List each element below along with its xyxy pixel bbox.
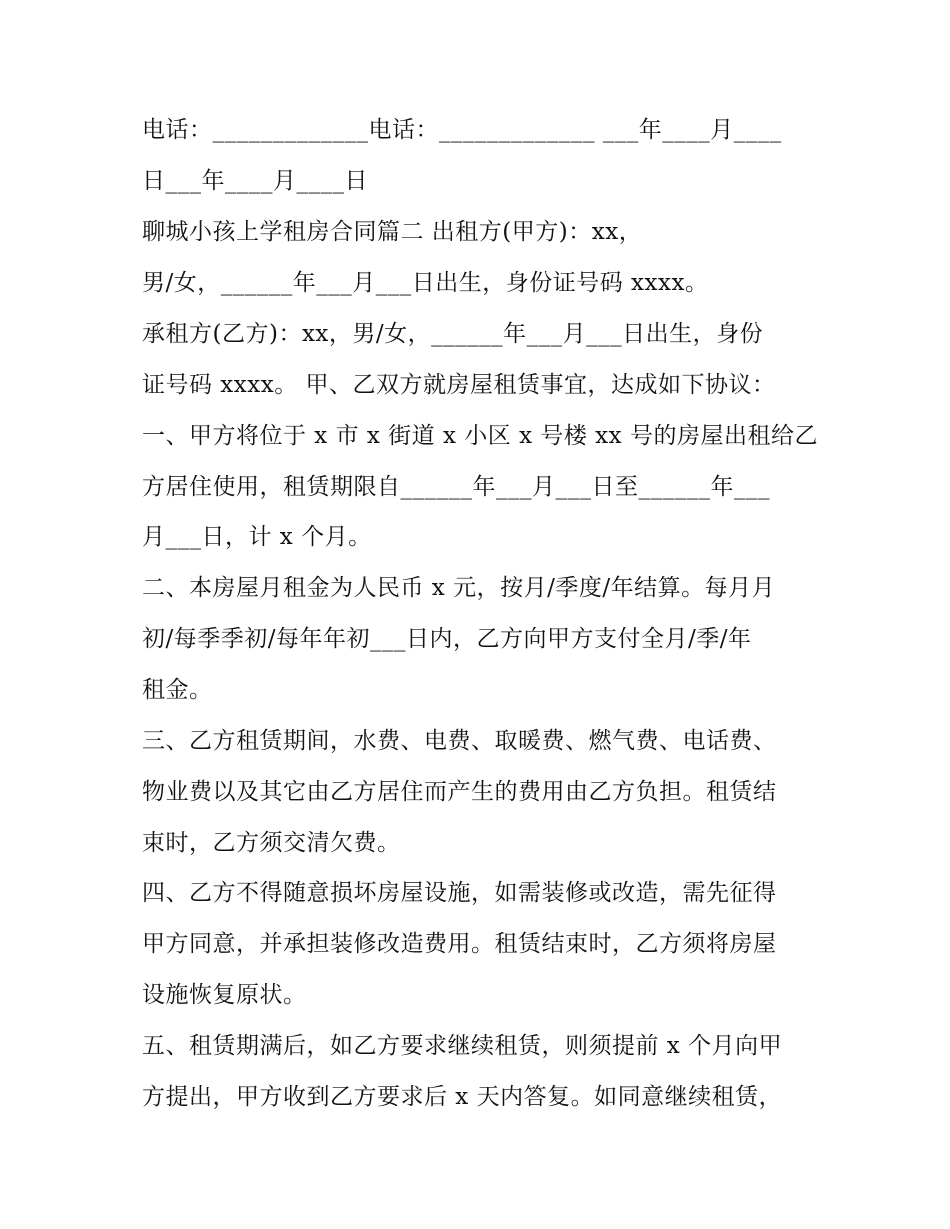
text-line-lessor-details: 男/女，______年___月___日出生，身份证号码 xxxx。 [142, 270, 709, 296]
text-line-clause-4: 甲方同意，并承担装修改造费用。租赁结束时，乙方须将房屋 [142, 931, 777, 957]
text-line-phone: 电话：_____________电话：_____________ ___年____月____ [142, 117, 782, 143]
text-line-clause-1: 一、甲方将位于 x 市 x 街道 x 小区 x 号楼 xx 号的房屋出租给乙 [142, 423, 818, 449]
text-line-clause-3: 物业费以及其它由乙方居住而产生的费用由乙方负担。租赁结 [142, 779, 777, 805]
text-line-clause-3: 束时，乙方须交清欠费。 [142, 830, 401, 856]
text-line-clause-1: 方居住使用，租赁期限自______年___月___日至______年___ [142, 474, 770, 500]
text-line-clause-2: 租金。 [142, 677, 213, 703]
text-line-clause-3: 三、乙方租赁期间，水费、电费、取暖费、燃气费、电话费、 [142, 728, 777, 754]
text-line-clause-1: 月___日，计 x 个月。 [142, 524, 372, 550]
text-line-dates: 日___年____月____日 [142, 168, 368, 194]
text-line-clause-5: 五、租赁期满后，如乙方要求继续租赁，则须提前 x 个月向甲 [142, 1033, 783, 1059]
text-line-clause-2: 初/每季季初/每年年初___日内，乙方向甲方支付全月/季/年 [142, 626, 752, 652]
text-line-agreement-intro: 证号码 xxxx。 甲、乙双方就房屋租赁事宜，达成如下协议： [142, 372, 776, 398]
text-line-clause-4: 四、乙方不得随意损坏房屋设施，如需装修或改造，需先征得 [142, 880, 777, 906]
text-line-clause-5: 方提出，甲方收到乙方要求后 x 天内答复。如同意继续租赁， [142, 1084, 783, 1110]
text-line-lessee: 承租方(乙方)：xx，男/女，______年___月___日出生，身份 [142, 321, 764, 347]
text-line-clause-4: 设施恢复原状。 [142, 982, 307, 1008]
text-line-title-lessor: 聊城小孩上学租房合同篇二 出租方(甲方)：xx， [142, 219, 643, 245]
text-line-clause-2: 二、本房屋月租金为人民币 x 元，按月/季度/年结算。每月月 [142, 575, 776, 601]
